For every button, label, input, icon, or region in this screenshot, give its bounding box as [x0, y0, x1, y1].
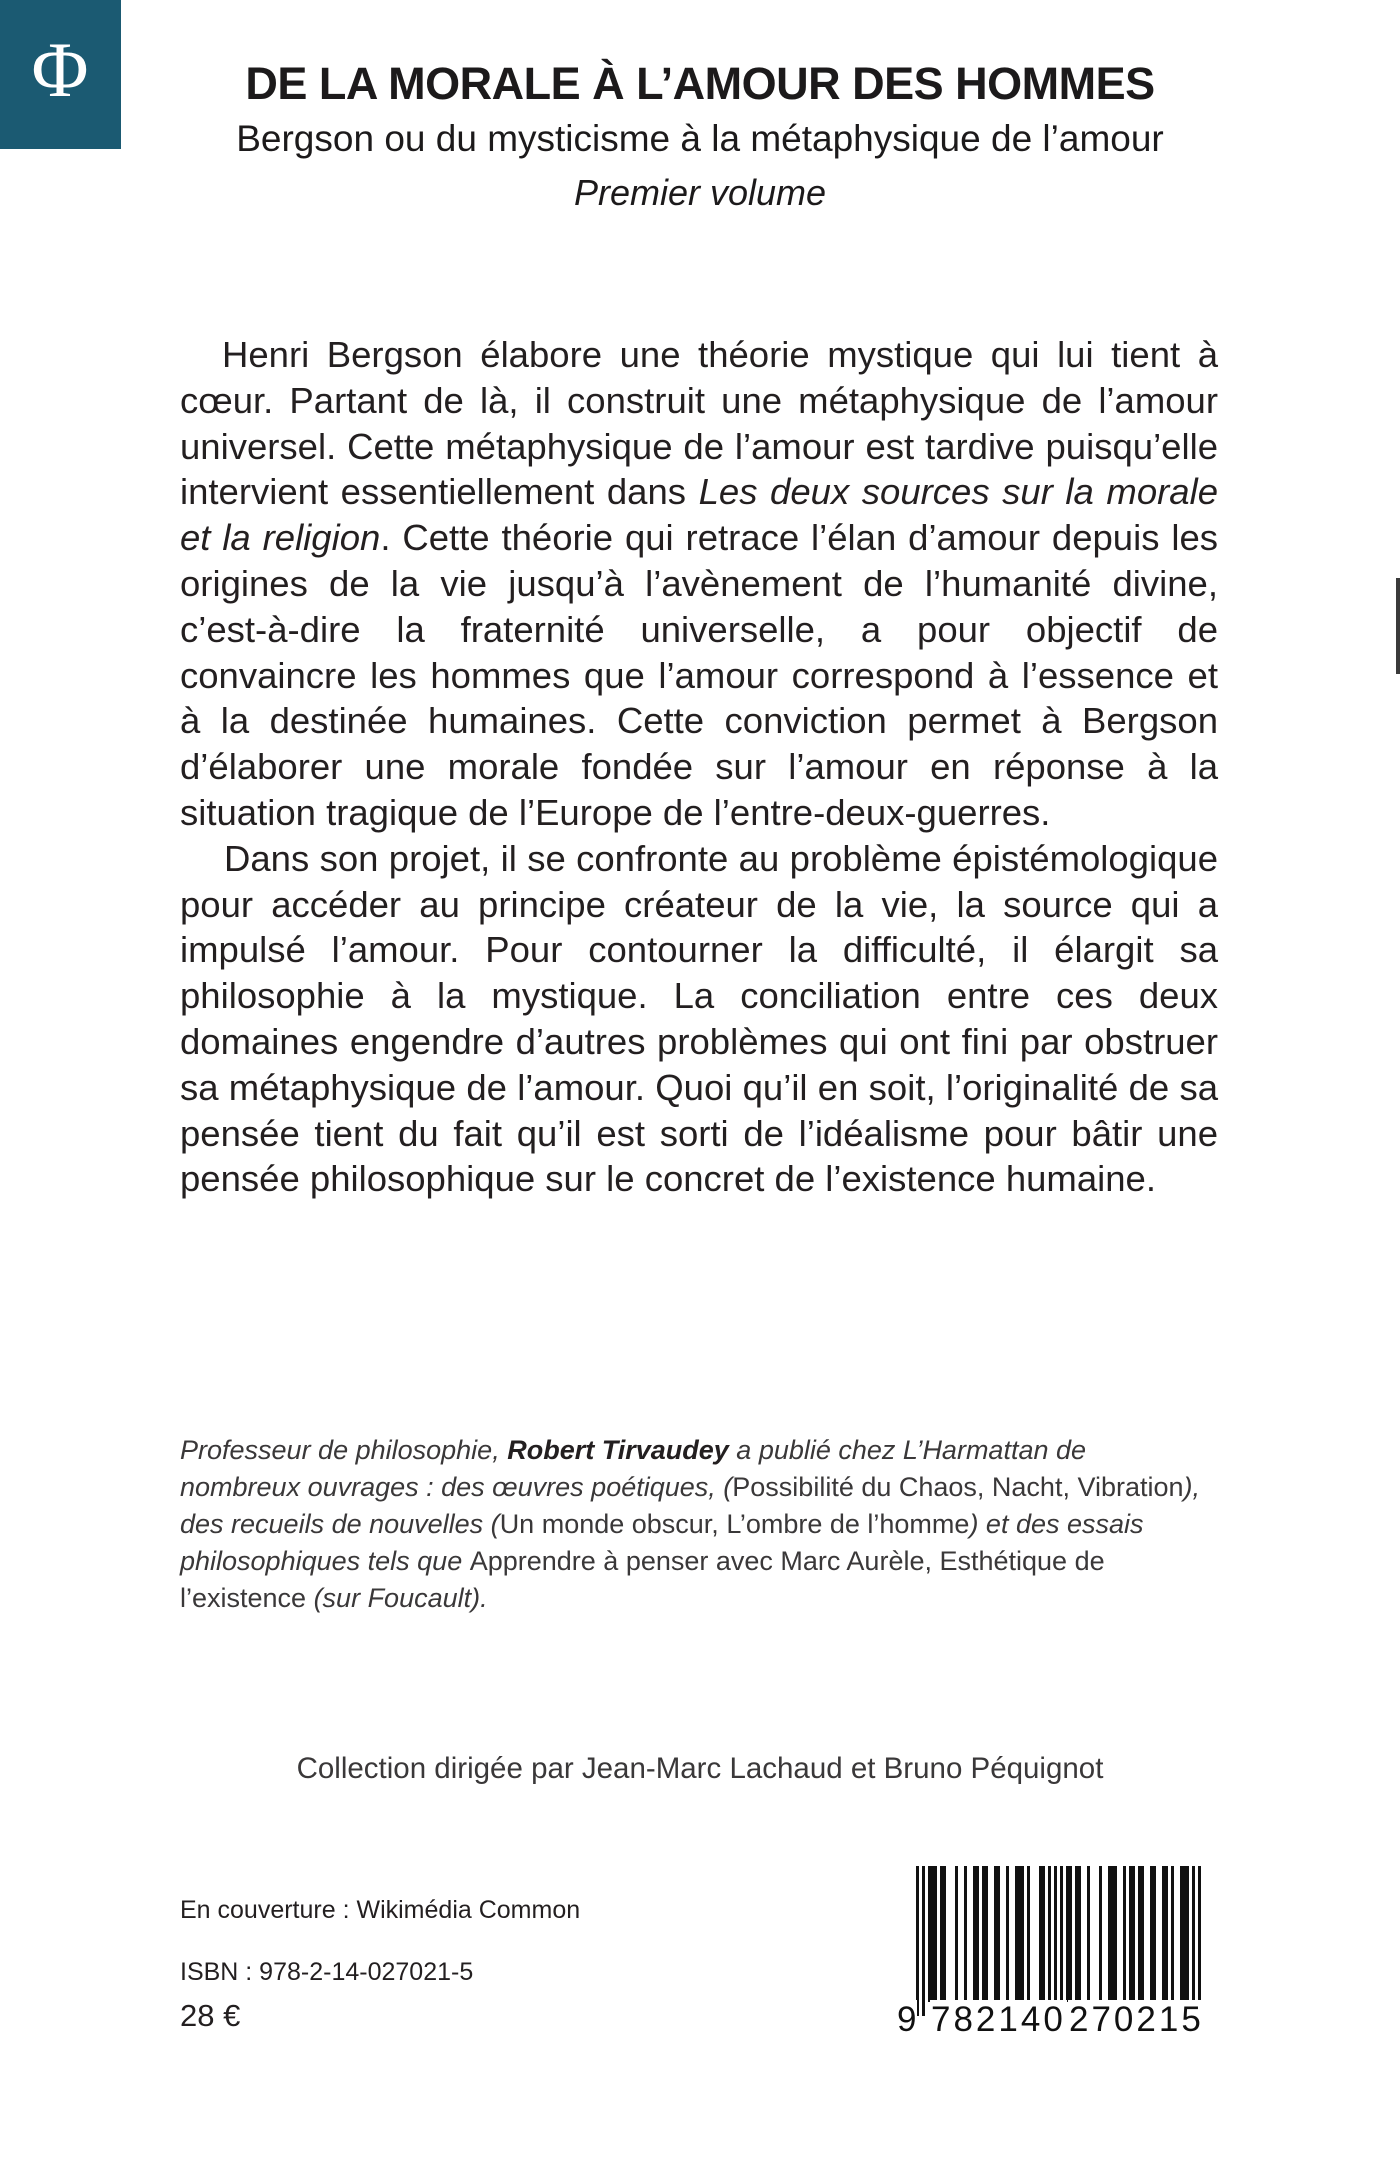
barcode-bar — [934, 1866, 937, 2002]
author-bio-text-3: ), des recueils de nouvelles ( — [180, 1472, 1201, 1539]
barcode-bar — [1165, 1866, 1168, 2002]
logo-glyph: Φ — [31, 26, 89, 113]
barcode-bar — [1180, 1866, 1183, 2002]
barcode-bar — [964, 1866, 967, 2002]
barcode-bar — [1129, 1866, 1132, 2002]
barcode-bar — [1060, 1866, 1063, 2016]
barcode-bar — [1048, 1866, 1051, 2002]
barcode-left-group: 782140 — [931, 2000, 1066, 2039]
barcode-bar — [1087, 1866, 1090, 2002]
barcode-bar — [1171, 1866, 1174, 2002]
summary-text — [180, 332, 1218, 1202]
barcode-bar — [928, 1866, 931, 2002]
barcode-bar — [1141, 1866, 1144, 2002]
price: 28 € — [180, 1998, 241, 2033]
collection-credit: Collection dirigée par Jean-Marc Lachaud et Bruno Péquignot — [296, 1752, 1104, 1785]
barcode-bar — [1123, 1866, 1126, 2002]
spine-edge-mark — [1396, 578, 1400, 674]
barcode-bar — [1015, 1866, 1018, 2002]
short-story-works: Un monde obscur, L’ombre de l’homme — [499, 1509, 970, 1539]
book-subtitle: Bergson ou du mysticisme à la métaphysique de l’amour — [236, 118, 1164, 159]
summary-paragraph-2: Dans son projet, il se confronte au problème épistémologique pour accéder au principe créateur de la vie, la source qui a impulsé l’amour. Pour contourner la difficulté, il élargit sa philosophie à la mystique. La conciliation entre ces deux domaines engendre d’autres problèmes qui ont fini par obstruer sa métaphysique de l’amour. Quoi qu’il en soit, l’originalité de sa pensée tient du fait qu’il est sorti de l’idéalisme pour bâtir une pensée philosophique sur le concret de l’existence humaine. — [180, 837, 1218, 1200]
barcode-bar — [1018, 1866, 1021, 2002]
barcode-bar — [1111, 1866, 1114, 2002]
barcode-bar — [982, 1866, 985, 2002]
barcode-right-group: 270215 — [1069, 2000, 1204, 2039]
author-bio-text-1: Professeur de philosophie, — [180, 1435, 508, 1465]
summary-p1-part-b: . Cette théorie qui retrace l’élan d’amour depuis les origines de la vie jusqu’à l’avènement de l’humanité divine, c’est-à-dire la fraternité universelle, a pour objectif de convaincre les hommes que l’amour correspond à l’essence et à la destinée humaines. Cette conviction permet à Bergson d’élaborer une morale fondée sur l’amour en réponse à la situation tragique de l’Europe de l’entre-deux-guerres. — [180, 517, 1219, 833]
author-bio-text-2: a publié chez L’Harmattan de nombreux ouvrages : des œuvres poétiques, ( — [180, 1435, 1087, 1502]
essay-works: Apprendre à penser avec Marc Aurèle, Esthétique de l’existence — [180, 1546, 1105, 1613]
barcode-bar — [1054, 1866, 1057, 2016]
author-bio-text-5: (sur Foucault). — [306, 1583, 488, 1613]
barcode-bar — [1192, 1866, 1195, 2016]
poetry-works: Possibilité du Chaos, Nacht, Vibration — [732, 1472, 1184, 1502]
barcode-bar — [1066, 1866, 1069, 2002]
barcode-bar — [943, 1866, 946, 2002]
author-bio-text-4: ) et des essais philosophiques tels que — [180, 1509, 1144, 1576]
book-title: DE LA MORALE À L’AMOUR DES HOMMES — [245, 58, 1155, 109]
isbn: ISBN : 978-2-14-027021-5 — [180, 1958, 474, 1986]
barcode-bar — [1108, 1866, 1111, 2002]
author-name: Robert Tirvaudey — [507, 1435, 729, 1465]
barcode-bar — [994, 1866, 997, 2002]
barcode-bar — [1021, 1866, 1024, 2002]
barcode-bar — [1150, 1866, 1153, 2002]
barcode-bar — [976, 1866, 979, 2002]
barcode-digits — [896, 2000, 1218, 2042]
barcode-bar — [1183, 1866, 1186, 2002]
barcode-bar — [922, 1866, 925, 2016]
barcode-bar — [1186, 1866, 1189, 2002]
summary-p1-part-a: Henri Bergson élabore une théorie mystique qui lui tient à cœur. Partant de là, il construit une métaphysique de l’amour universel. Cette métaphysique de l’amour est tardive puisqu’elle intervient essentiellement dans — [180, 334, 1218, 513]
barcode-bar — [1075, 1866, 1078, 2002]
cover-credit: En couverture : Wikimédia Common — [180, 1896, 581, 1924]
barcode-bar — [1099, 1866, 1102, 2002]
barcode-bar — [1069, 1866, 1072, 2002]
barcode-bar — [1027, 1866, 1030, 2002]
barcode-bar — [1042, 1866, 1045, 2002]
barcode-bar — [1162, 1866, 1165, 2002]
barcode-bar — [940, 1866, 943, 2002]
barcode-bar — [997, 1866, 1000, 2002]
barcode-bar — [1006, 1866, 1009, 2002]
author-bio — [180, 1432, 1202, 1617]
barcode-bar — [1132, 1866, 1135, 2002]
barcode-bar — [916, 1866, 919, 2016]
barcode-bar — [985, 1866, 988, 2002]
barcode-first-digit: 9 — [897, 2000, 917, 2039]
summary-work-title: Les deux sources sur la morale et la religion — [180, 471, 1218, 559]
barcode-bar — [1114, 1866, 1117, 2002]
barcode-bar — [973, 1866, 976, 2002]
barcode-bar — [1138, 1866, 1141, 2002]
barcode — [896, 1866, 1218, 2042]
summary-paragraph-1 — [180, 332, 1218, 836]
barcode-bar — [1078, 1866, 1081, 2002]
barcode-bar — [1039, 1866, 1042, 2002]
barcode-bar — [931, 1866, 934, 2002]
barcode-bar — [955, 1866, 958, 2002]
barcode-bar — [1153, 1866, 1156, 2002]
barcode-bar — [1198, 1866, 1201, 2016]
volume-label: Premier volume — [573, 172, 827, 213]
